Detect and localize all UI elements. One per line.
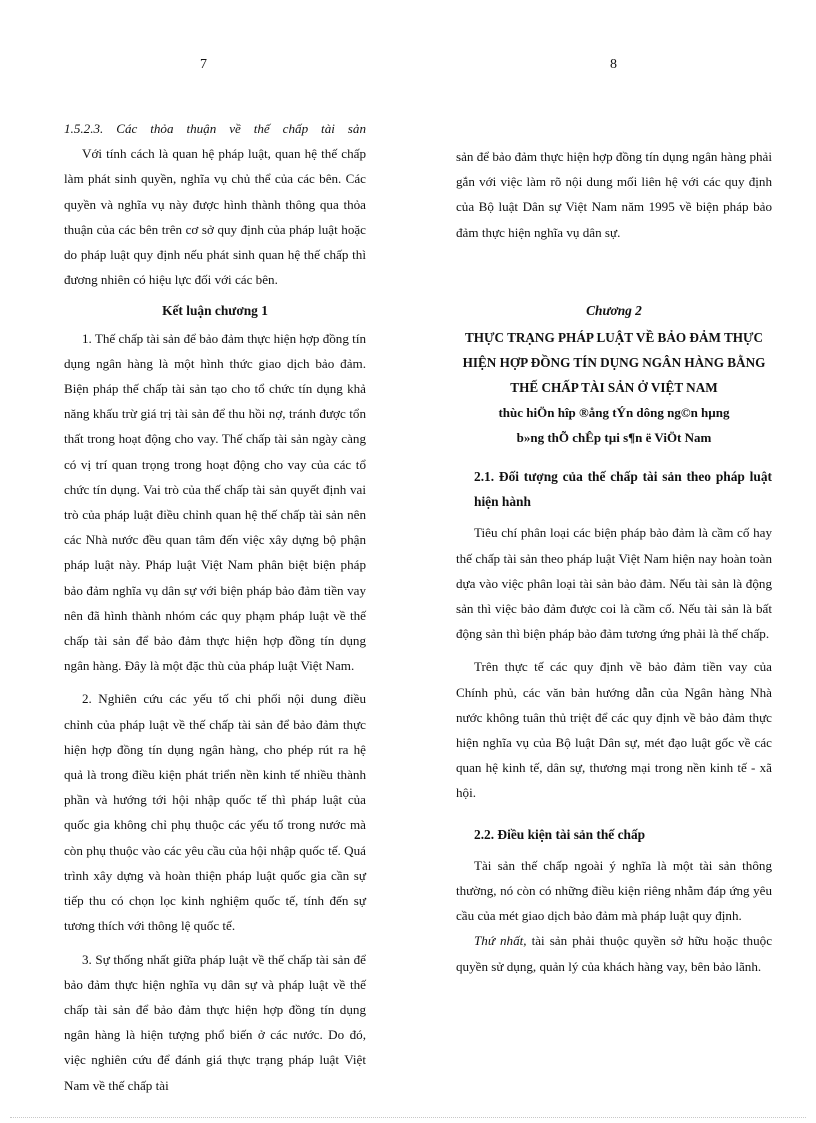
paragraph: Trên thực tế các quy định về bảo đảm tiền vay của Chính phủ, các văn bản hướng dẫn của Ngân hàng Nhà nước không tuân thủ triệt để các quy định về bảo đảm thực hiện nghĩa vụ của Bộ luật Dân sự, mét đạo luật gốc về các quan hệ kinh tế, dân sự, thương mại trong nền kinh tế - xã hội. bbox=[456, 659, 772, 801]
left-page-column bbox=[64, 116, 366, 1098]
paragraph: Tiêu chí phân loại các biện pháp bảo đảm là cầm cố hay thế chấp tài sản theo pháp luật Việt Nam hiện nay hoàn toàn dựa vào việc phân loại tài sản bảo đảm. Nếu tài sản là động sản thì việc bảo đảm được coi là cầm cố. Nếu tài sản là bất động sản thì biện pháp bảo đảm tương ứng phải là thế chấp. bbox=[456, 525, 772, 642]
page-bottom-divider bbox=[10, 1117, 806, 1118]
section-heading-2-2: 2.2. Điều kiện tài sản thế chấp bbox=[474, 826, 646, 842]
emphasis-lead: Thứ nhất, bbox=[474, 933, 527, 949]
chapter-label: Chương 2 bbox=[586, 302, 642, 318]
conclusion-point-3: 3. Sự thống nhất giữa pháp luật về thế chấp tài sản để bảo đảm thực hiện nghĩa vụ dân sự và pháp luật về thế chấp tài sản để bảo đảm thực hiện hợp đồng tín dụng ngân hàng là hiện tượng phổ biến ở các nước. Do đó, việc nghiên cứu để đánh giá thực trạng pháp luật Việt Nam về thế chấp tài bbox=[64, 951, 366, 1093]
continued-paragraph: sản để bảo đảm thực hiện hợp đồng tín dụng ngân hàng phải gắn với việc làm rõ nội dung mối liên hệ với các quy định của Bộ luật Dân sự Việt Nam năm 1995 về biện pháp bảo đảm thực hiện nghĩa vụ dân sự. bbox=[456, 149, 772, 240]
right-page-column bbox=[456, 144, 772, 979]
subsection-heading: 1.5.2.3. Các thỏa thuận về thế chấp tài sản bbox=[64, 121, 366, 136]
paragraph bbox=[456, 928, 772, 978]
left-page-number: 7 bbox=[200, 57, 207, 72]
section-heading-2-1: 2.1. Đối tượng của thế chấp tài sản theo pháp luật hiện hành bbox=[474, 469, 772, 510]
paragraph: Tài sản thế chấp ngoài ý nghĩa là một tài sản thông thường, nó còn có những điều kiện riêng nhằm đáp ứng yêu cầu của mét giao dịch bảo đảm mà pháp luật quy định. bbox=[456, 857, 772, 924]
paragraph-text: tài sản phải thuộc quyền sở hữu hoặc thuộc quyền sử dụng, quản lý của khách hàng vay, bên bảo lãnh. bbox=[456, 933, 773, 974]
right-page-number: 8 bbox=[610, 57, 617, 72]
paragraph: Với tính cách là quan hệ pháp luật, quan hệ thế chấp làm phát sinh quyền, nghĩa vụ chủ thể của các bên. Các quyền và nghĩa vụ này được hình thành thông qua thỏa thuận của các bên trên cơ sở quy định của pháp luật hoặc do pháp luật quy định nếu phát sinh quan hệ thế chấp thì đương nhiên có hiệu lực đối với các bên. bbox=[64, 146, 366, 288]
conclusion-point-1: 1. Thế chấp tài sản để bảo đảm thực hiện hợp đồng tín dụng ngân hàng là một hình thức giao dịch bảo đảm. Biện pháp thế chấp tài sản tạo cho tổ chức tín dụng khả năng khấu trừ giá trị tài sản để thu hồi nợ, tránh được tổn thất trong hoạt động cho vay. Thế chấp tài sản ngày càng có vị trí quan trọng trong hoạt động cho vay của các tổ chức tín dụng. Vai trò của thế chấp tài sản quyết định vai trò của pháp luật điều chỉnh quan hệ thế chấp tài sản nên các Nhà nước đều quan tâm đến việc xây dựng bộ phận pháp luật này. Pháp luật Việt Nam phân biệt biện pháp bảo đảm nghĩa vụ dân sự với biện pháp bảo đảm tiền vay nên đã hình thành nhóm các quy phạm pháp luật về thế chấp tài sản để bảo đảm thực hiện hợp đồng tín dụng ngân hàng. Đây là một đặc thù của pháp luật Việt Nam. bbox=[64, 330, 366, 674]
chapter-subtitle-line-1: thùc hiÖn hîp ®ång tÝn dông ng©n hµng bbox=[498, 405, 730, 421]
conclusion-point-2: 2. Nghiên cứu các yếu tố chi phối nội dung điều chỉnh của pháp luật về thế chấp tài sản để bảo đảm thực hiện hợp đồng tín dụng ngân hàng, cho phép rút ra hệ quả là trong điều kiện phát triển nền kinh tế nhiều thành phần và hướng tới hội nhập quốc tế thì pháp luật của quốc gia không chỉ phụ thuộc các yếu tố trong nước mà còn phụ thuộc vào các yêu cầu của hội nhập quốc tế. Quá trình xây dựng và hoàn thiện pháp luật quốc gia cần sự tiếp thu có chọn lọc kinh nghiệm quốc tế, tính đến sự tương thích với thông lệ quốc tế. bbox=[64, 691, 366, 934]
chapter-subtitle-line-2: b»ng thÕ chÊp tµi s¶n ë ViÖt Nam bbox=[516, 430, 712, 446]
conclusion-heading: Kết luận chương 1 bbox=[162, 303, 268, 319]
chapter-title: THỰC TRẠNG PHÁP LUẬT VỀ BẢO ĐẢM THỰC HIỆN HỢP ĐỒNG TÍN DỤNG NGÂN HÀNG BẰNG THẾ CHẤP TÀI SẢN Ở VIỆT NAM bbox=[462, 330, 766, 396]
